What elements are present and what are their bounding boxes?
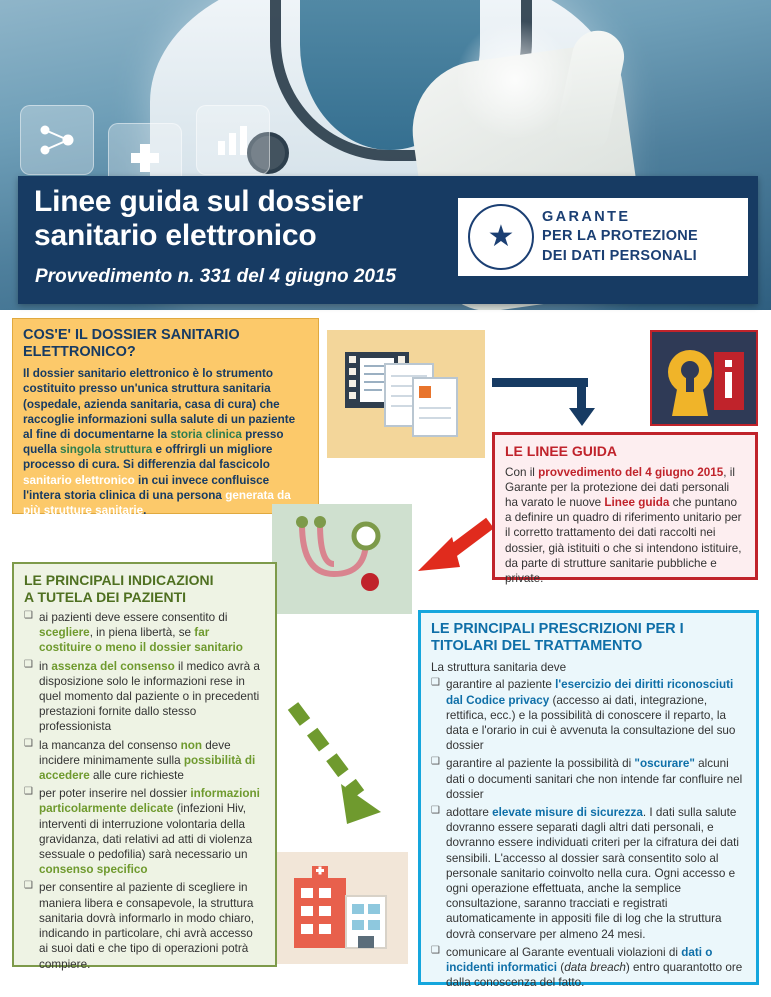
panel-linee-guida-title: LE LINEE GUIDA — [505, 443, 618, 459]
panel-cosa-e-title: COS'E' IL DOSSIER SANITARIO ELETTRONICO? — [23, 327, 240, 361]
blue-arrow-shaft-horizontal — [492, 378, 588, 387]
red-arrow-left-icon — [412, 515, 498, 579]
list-item: ❑ per consentire al paziente di scegliere in maniera libera e consapevole, la struttura sanitaria dovrà informarlo in modo chiaro, indicando in particolare, chi avrà accesso ai suoi dati e che tipo di operazioni potrà compiere. — [24, 880, 265, 971]
italian-republic-emblem-icon — [468, 204, 534, 270]
chart-bars-icon — [196, 105, 270, 175]
panel-prescrizioni-intro: La struttura sanitaria deve — [431, 661, 567, 675]
blue-arrow-down-icon — [569, 408, 595, 426]
panel-indicazioni-title-line2: A TUTELA DEI PAZIENTI — [24, 588, 187, 605]
list-item: ❑ la mancanza del consenso non deve incidere minimamente sulla possibilità di accedere alle cure richieste — [24, 738, 265, 784]
authority-name — [542, 208, 698, 267]
page-title-line1: Linee guida sul dossier — [34, 185, 363, 218]
page-subtitle: Provvedimento n. 331 del 4 giugno 2015 — [35, 266, 397, 287]
list-item: ❑ adottare elevate misure di sicurezza. I dati sulla salute dovranno essere separati dagli altri dati personali, e dovranno essere individuati criteri per la cifratura dei dati sensibili. L'accesso al dossier sarà consentito solo al personale sanitario coinvolto nella cura. Ogni accesso e ogni operazione effettuata, anche la semplice consultazione, saranno tracciati e registrati automaticamente in appositi file di log che la struttura dovrà conservare per almeno 24 mesi. — [431, 805, 746, 942]
authority-line3: DEI DATI PERSONALI — [542, 247, 697, 264]
panel-prescrizioni-title-line2: TITOLARI DEL TRATTAMENTO — [431, 638, 643, 655]
panel-indicazioni-pazienti — [12, 562, 277, 971]
stethoscope-icon — [272, 504, 412, 614]
panel-indicazioni-title — [24, 572, 265, 605]
list-item: ❑ per poter inserire nel dossier informazioni particolarmente delicate (infezioni Hiv, interventi di interruzione volontaria della gravidanza, dati relativi ad atti di violenza sessuale o pedofilia) sarà necessario un consenso specifico — [24, 786, 265, 877]
page-title-line2: sanitario elettronico — [34, 218, 317, 252]
panel-linee-guida-body: Con il provvedimento del 4 giugno 2015, il Garante per la protezione dei dati personali ha varato le nuove Linee guida che puntano a definire un quadro di riferimento unitario per il corretto trattamento dei dati raccolti nei dossier, già istituiti o che si intendono istituire, da parte di strutture sanitarie pubbliche e private. — [505, 465, 742, 585]
medical-records-icon — [327, 330, 485, 458]
emblem-star: ★ — [487, 220, 515, 253]
panel-prescrizioni-title-line1: LE PRINCIPALI PRESCRIZIONI PER I — [431, 621, 684, 637]
panel-prescrizioni-titolari — [418, 610, 759, 990]
authority-line2: PER LA PROTEZIONE — [542, 228, 699, 245]
panel-indicazioni-title-line1: LE PRINCIPALI INDICAZIONI — [24, 572, 214, 588]
glow-effect — [455, 20, 575, 140]
panel-indicazioni-list — [24, 610, 265, 972]
page-title — [34, 185, 464, 252]
panel-prescrizioni-title — [431, 621, 746, 655]
green-dashed-arrow-down-icon — [285, 700, 397, 840]
panel-prescrizioni-list — [431, 677, 746, 990]
network-node-icon — [20, 105, 94, 175]
list-item: ❑ in assenza del consenso il medico avrà a disposizione solo le informazioni rese in quel momento dal paziente o in precedenti prestazioni fornite dallo stesso professionista — [24, 659, 265, 735]
authority-line1: GARANTE — [542, 208, 631, 225]
list-item: ❑ garantire al paziente l'esercizio dei diritti riconosciuti dal Codice privacy (accesso ai dati, integrazione, rettifica, ecc.) e la possibilità di conoscere il reparto, la data e l'orario in cui è avvenuta la consultazione del suo dossier — [431, 677, 746, 753]
authority-logo — [458, 198, 748, 276]
list-item: ❑ ai pazienti deve essere consentito di scegliere, in piena libertà, se far costituire o meno il dossier sanitario — [24, 610, 265, 656]
hospital-building-icon — [272, 852, 408, 964]
keyhole-privacy-icon — [650, 330, 758, 426]
panel-cosa-e-dossier — [12, 318, 319, 518]
title-bar — [18, 176, 758, 304]
list-item: ❑ comunicare al Garante eventuali violazioni di dati o incidenti informatici (data breach) entro quarantotto ore dalla conoscenza del fatto. — [431, 945, 746, 991]
list-item: ❑ garantire al paziente la possibilità di "oscurare" alcuni dati o documenti sanitari che non intende far confluire nel dossier — [431, 756, 746, 802]
panel-cosa-e-body: Il dossier sanitario elettronico è lo strumento costituito presso un'unica struttura sanitaria (ospedale, azienda sanitaria, casa di cura) che raccoglie informazioni sulla salute di un paziente al fine di documentarne la storia clinica presso quella singola struttura e offrirgli un migliore processo di cura. Si differenzia dal fascicolo sanitario elettronico in cui invece confluisce l'intera storia clinica di una persona generata da più strutture sanitarie. — [23, 367, 296, 518]
panel-linee-guida — [492, 432, 758, 585]
